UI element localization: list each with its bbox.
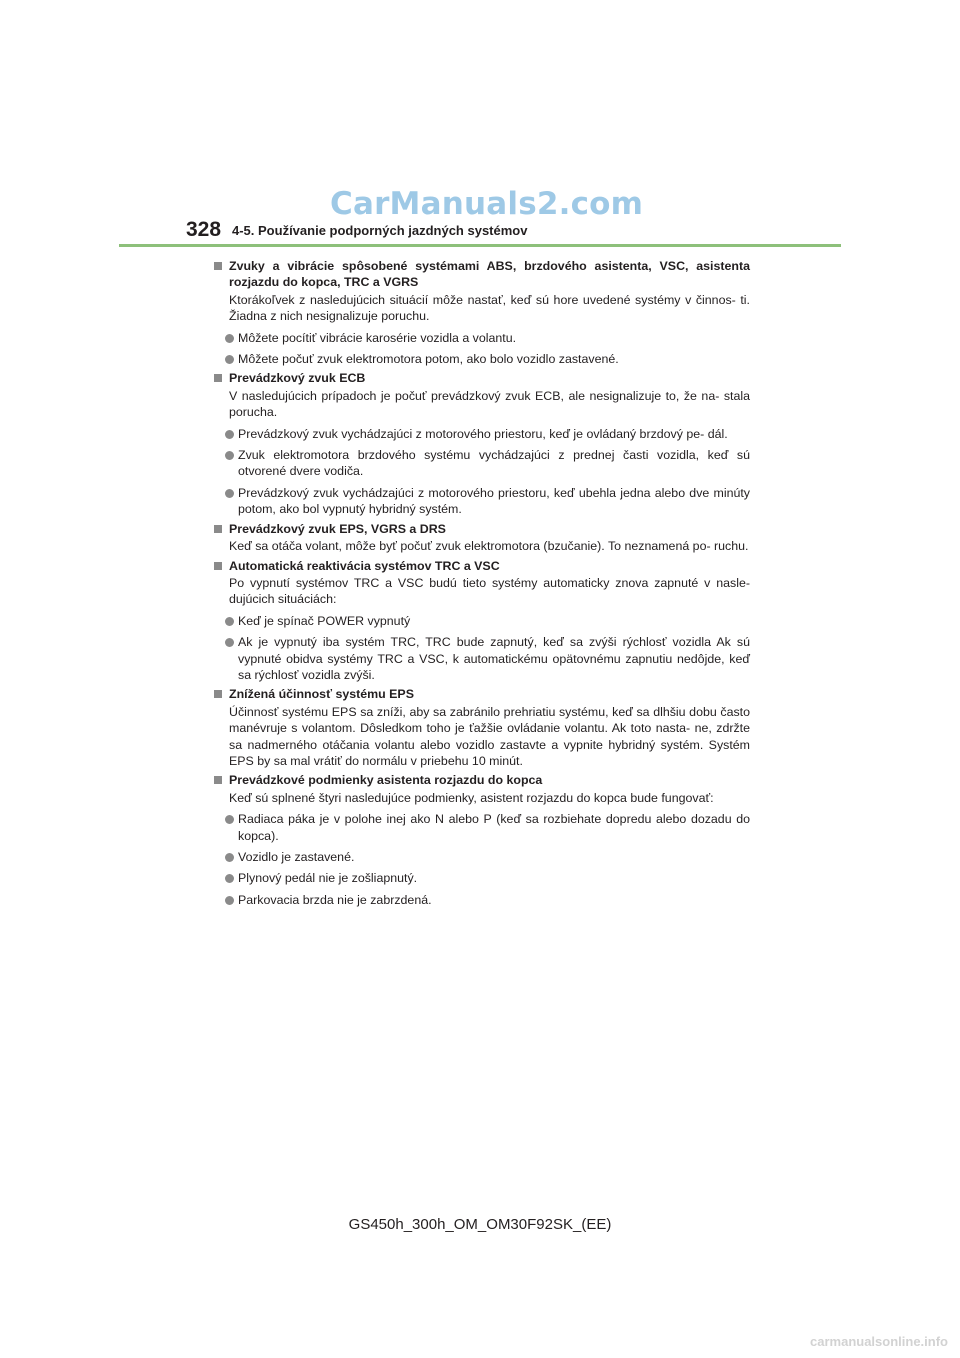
section-heading-text: Automatická reaktivácia systémov TRC a VSC — [229, 558, 500, 573]
square-bullet-icon — [214, 776, 222, 784]
round-bullet-icon — [225, 638, 234, 647]
section-heading — [212, 258, 750, 291]
round-bullet-icon — [225, 334, 234, 343]
round-bullet-icon — [225, 874, 234, 883]
list-item — [212, 849, 750, 865]
round-bullet-icon — [225, 617, 234, 626]
list-item — [212, 613, 750, 629]
section-paragraph: Po vypnutí systémov TRC a VSC budú tieto systémy automaticky znova zapnuté v nasle- dujúcich situáciách: — [229, 575, 750, 607]
list-item-text: Prevádzkový zvuk vychádzajúci z motorového priestoru, keď je ovládaný brzdový pe- dál. — [238, 426, 728, 441]
round-bullet-icon — [225, 451, 234, 460]
list-item-text: Plynový pedál nie je zošliapnutý. — [238, 871, 418, 886]
list-item — [212, 892, 750, 908]
list-item-text: Zvuk elektromotora brzdového systému vychádzajúci z prednej časti vozidla, keď sú otvorené dvere vodiča. — [238, 448, 750, 479]
round-bullet-icon — [225, 489, 234, 498]
section-paragraph: Ktorákoľvek z nasledujúcich situácií môže nastať, keď sú hore uvedené systémy v činnos- ti. Žiadna z nich nesignalizuje poruchu. — [229, 292, 750, 324]
round-bullet-icon — [225, 815, 234, 824]
section-hill-start-conditions — [212, 772, 750, 908]
section-paragraph: Keď sú splnené štyri nasledujúce podmienky, asistent rozjazdu do kopca bude fungovať: — [229, 790, 714, 805]
list-item — [212, 485, 750, 518]
section-heading-text: Znížená účinnosť systému EPS — [229, 687, 414, 702]
watermark-logo: CarManuals2.com — [330, 186, 644, 222]
list-item-text: Radiaca páka je v polohe inej ako N alebo P (keď sa rozbiehate dopredu alebo dozadu do kopca). — [238, 812, 750, 843]
list-item-text: Prevádzkový zvuk vychádzajúci z motorového priestoru, keď ubehla jedna alebo dve minúty potom, ako bol vypnutý hybridný systém. — [238, 485, 750, 517]
list-item-text: Vozidlo je zastavené. — [238, 850, 355, 864]
square-bullet-icon — [214, 562, 222, 570]
round-bullet-icon — [225, 896, 234, 905]
section-eps-efficiency — [212, 686, 750, 769]
content-body — [212, 258, 750, 911]
section-ecb-sound — [212, 370, 750, 517]
section-paragraph: V nasledujúcich prípadoch je počuť prevádzkový zvuk ECB, ale nesignalizuje to, že na- stala porucha. — [229, 388, 750, 420]
round-bullet-icon — [225, 355, 234, 364]
section-heading-text: Zvuky a vibrácie spôsobené systémami ABS, brzdového asistenta, VSC, asistenta rozjazdu do kopca, TRC a VGRS — [229, 259, 750, 290]
section-paragraph: Keď sa otáča volant, môže byť počuť zvuk elektromotora (bzučanie). To neznamená po- ruchu. — [229, 539, 749, 554]
square-bullet-icon — [214, 690, 222, 698]
square-bullet-icon — [214, 525, 222, 533]
list-item — [212, 351, 750, 367]
list-item-text: Ak je vypnutý iba systém TRC, TRC bude zapnutý, keď sa zvýši rýchlosť vozidla Ak sú vypnuté obidva systémy TRC a VSC, k automatickému opätovnému zapnutiu nedôjde, keď sa rýchlosť vozidla zvýši. — [238, 635, 750, 682]
watermark-footer: carmanualsonline.info — [810, 1334, 948, 1349]
section-trc-vsc-reactivation — [212, 558, 750, 684]
list-item — [212, 426, 750, 442]
round-bullet-icon — [225, 853, 234, 862]
document-code: GS450h_300h_OM_OM30F92SK_(EE) — [348, 1216, 612, 1233]
round-bullet-icon — [225, 430, 234, 439]
section-heading — [212, 521, 750, 537]
list-item — [212, 870, 750, 886]
list-item — [212, 330, 750, 346]
section-heading-text: Prevádzkové podmienky asistenta rozjazdu do kopca — [229, 773, 543, 788]
chapter-title: 4-5. Používanie podporných jazdných systémov — [232, 223, 528, 238]
section-paragraph: Účinnosť systému EPS sa zníži, aby sa zabránilo prehriatiu systému, keď sa dlhšiu dobu často manévruje s volantom. Dôsledkom toho je ťažšie ovládanie volantu. Ak toto nasta- ne, zdržte sa nadmerného otáčania volantu alebo vozidlo zastavte a vypnite hybridný systém. Systém EPS by sa mal vrátiť do normálu v priebehu 10 minút. — [229, 704, 750, 768]
section-abs-sounds — [212, 258, 750, 367]
section-heading-text: Prevádzkový zvuk EPS, VGRS a DRS — [229, 521, 446, 536]
section-heading — [212, 558, 750, 574]
list-item-text: Môžete počuť zvuk elektromotora potom, ako bolo vozidlo zastavené. — [238, 352, 619, 367]
section-eps-sound — [212, 521, 750, 555]
section-heading — [212, 686, 750, 702]
square-bullet-icon — [214, 262, 222, 270]
list-item-text: Môžete pocítiť vibrácie karosérie vozidla a volantu. — [238, 330, 517, 345]
list-item-text: Keď je spínač POWER vypnutý — [238, 613, 411, 628]
square-bullet-icon — [214, 374, 222, 382]
section-heading — [212, 772, 750, 788]
section-heading-text: Prevádzkový zvuk ECB — [229, 371, 366, 386]
list-item — [212, 447, 750, 480]
page-number: 328 — [186, 218, 222, 241]
list-item-text: Parkovacia brzda nie je zabrzdená. — [238, 892, 432, 907]
header-divider — [119, 244, 841, 247]
list-item — [212, 811, 750, 844]
section-heading — [212, 370, 750, 386]
list-item — [212, 634, 750, 683]
